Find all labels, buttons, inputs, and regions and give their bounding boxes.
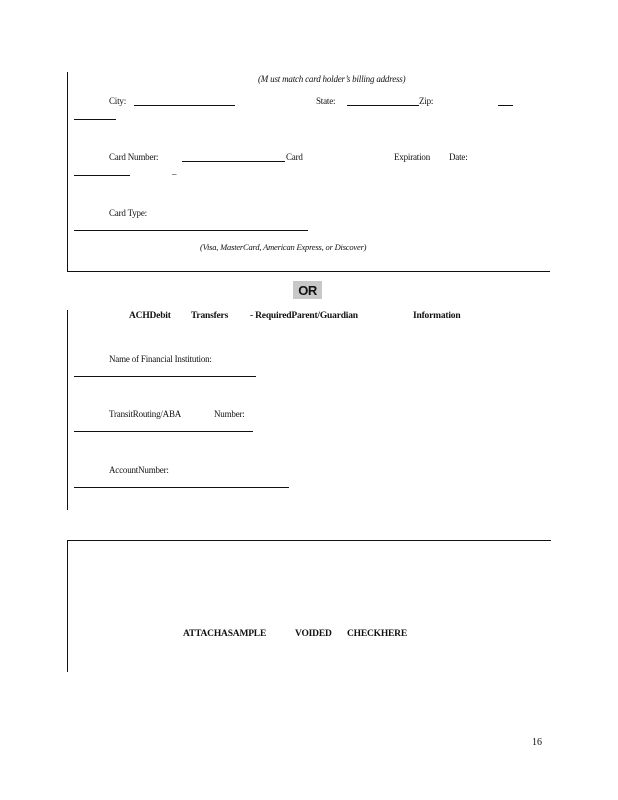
card-section-bottom-border xyxy=(67,271,550,272)
ach-heading-4: Information xyxy=(413,311,461,321)
ach-heading-2: Transfers xyxy=(191,311,229,321)
account-number-field[interactable] xyxy=(74,487,289,488)
ach-heading-1: ACHDebit xyxy=(129,311,171,321)
check-section-top-border xyxy=(67,540,551,541)
date-label: Date: xyxy=(449,152,468,162)
card-number-label: Card Number: xyxy=(109,152,159,162)
ach-section-left-border xyxy=(67,310,68,510)
or-label: OR xyxy=(298,282,317,298)
routing-label: TransitRouting/ABA xyxy=(109,409,182,419)
state-field[interactable] xyxy=(347,105,419,106)
card-type-field[interactable] xyxy=(74,230,308,231)
check-section-left-border xyxy=(67,540,68,672)
zip-field[interactable] xyxy=(498,105,513,106)
city-label: City: xyxy=(109,96,127,106)
billing-address-note: (M ust match card holder’s billing address) xyxy=(258,74,406,84)
state-label: State: xyxy=(316,96,336,106)
card-label: Card xyxy=(286,152,303,162)
card-types-note: (Visa, MasterCard, American Express, or Discover) xyxy=(200,242,367,252)
page-number: 16 xyxy=(532,737,542,748)
zip-field-continued[interactable] xyxy=(74,119,116,120)
voided-check-text-2: VOIDED xyxy=(295,629,332,639)
city-field[interactable] xyxy=(134,105,235,106)
card-type-label: Card Type: xyxy=(109,208,147,218)
routing-number-field[interactable] xyxy=(74,431,253,432)
zip-label: Zip: xyxy=(419,96,434,106)
routing-number-label: Number: xyxy=(214,409,245,419)
voided-check-text-1: ATTACHASAMPLE xyxy=(183,629,267,639)
or-badge xyxy=(293,281,322,299)
card-section-left-border xyxy=(67,72,68,272)
financial-institution-field[interactable] xyxy=(74,376,256,377)
account-number-label: AccountNumber: xyxy=(109,465,169,475)
expiration-date-field[interactable] xyxy=(74,175,130,176)
expiration-underscore: _ xyxy=(172,166,177,176)
ach-heading-3: - RequiredParent/Guardian xyxy=(250,311,358,321)
voided-check-text-3: CHECKHERE xyxy=(347,629,407,639)
card-number-field[interactable] xyxy=(182,161,285,162)
expiration-label: Expiration xyxy=(394,152,430,162)
financial-institution-label: Name of Financial Institution: xyxy=(109,354,212,364)
